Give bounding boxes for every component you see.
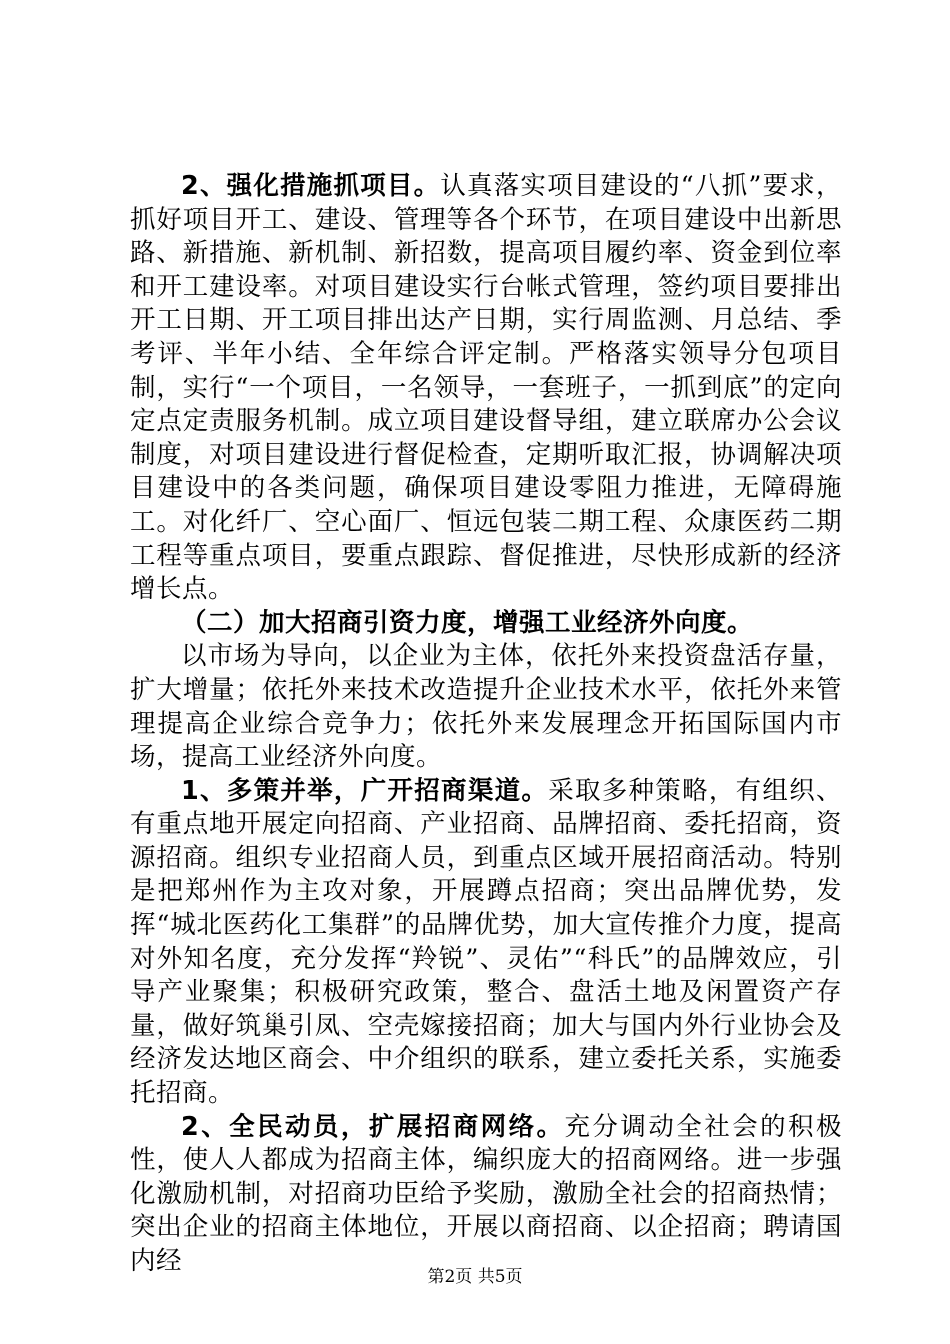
paragraph-text: 充分调动全社会的积极性，使人人都成为招商主体，编织庞大的招商网络。进一步强化激励机制，对招商功臣给予奖励，激励全社会的招商热情；突出企业的招商主体地位，开展以商招商、以企招商；聘请国内经 [130,1111,842,1276]
paragraph-strengthen-measures [130,170,842,607]
paragraph-lead: 2、全民动员，扩展招商网络。 [181,1111,565,1142]
paragraph-text: 认真落实项目建设的“八抓”要求，抓好项目开工、建设、管理等各个环节，在项目建设中出新思路、新措施、新机制、新招数，提高项目履约率、资金到位率和开工建设率。对项目建设实行台帐式管理，签约项目要排出开工日期、开工项目排出达产日期，实行周监测、月总结、季考评、半年小结、全年综合评定制。严格落实领导分包项目制，实行“一个项目，一名领导，一套班子，一抓到底”的定向定点定责服务机制。成立项目建设督导组，建立联席办公会议制度，对项目建设进行督促检查，定期听取汇报，协调解决项目建设中的各类问题，确保项目建设零阻力推进，无障碍施工。对化纤厂、空心面厂、恒远包装二期工程、众康医药二期工程等重点项目，要重点跟踪、督促推进，尽快形成新的经济增长点。 [130,171,842,605]
paragraph-text: 以市场为导向，以企业为主体，依托外来投资盘活存量，扩大增量；依托外来技术改造提升企业技术水平，依托外来管理提高企业综合竞争力；依托外来发展理念开拓国际国内市场，提高工业经济外向度。 [130,641,842,773]
document-body [130,170,842,1279]
section-heading: （二）加大招商引资力度，增强工业经济外向度。 [181,607,754,638]
paragraph-market-oriented [130,640,842,774]
paragraph-lead: 1、多策并举，广开招商渠道。 [181,775,549,806]
paragraph-mobilize-all [130,1111,842,1279]
paragraph-lead: 2、强化措施抓项目。 [181,171,441,201]
page-number-footer: 第2页 共5页 [427,1267,523,1287]
paragraph-multiple-strategies [130,775,842,1111]
paragraph-text: 采取多种策略，有组织、有重点地开展定向招商、产业招商、品牌招商、委托招商，资源招商。组织专业招商人员，到重点区域开展招商活动。特别是把郑州作为主攻对象，开展蹲点招商；突出品牌优势，发挥“城北医药化工集群”的品牌优势，加大宣传推介力度，提高对外知名度，充分发挥“羚锐”、灵佑”“科氏”的品牌效应，引导产业聚集；积极研究政策，整合、盘活土地及闲置资产存量，做好筑巢引凤、空壳嫁接招商；加大与国内外行业协会及经济发达地区商会、中介组织的联系，建立委托关系，实施委托招商。 [130,775,842,1109]
